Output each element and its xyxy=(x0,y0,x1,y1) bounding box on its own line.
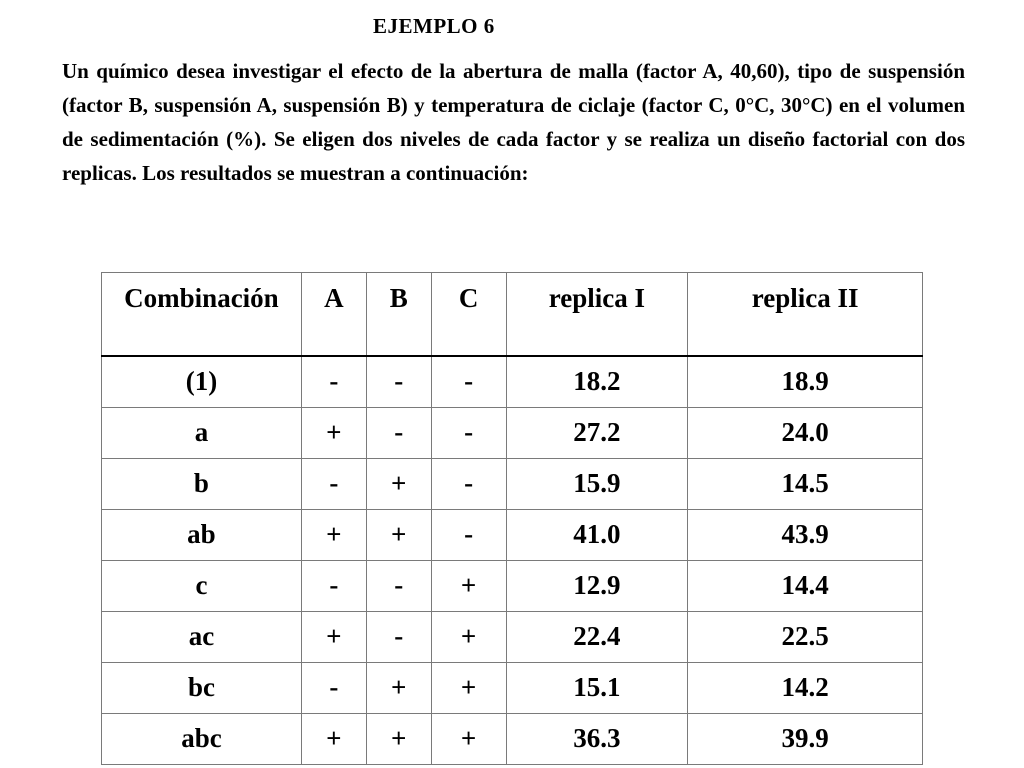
factor-a-cell: + xyxy=(301,713,366,764)
factor-b-cell: + xyxy=(366,713,431,764)
replica-1-cell: 27.2 xyxy=(506,407,688,458)
table-row xyxy=(102,560,923,611)
table-row xyxy=(102,662,923,713)
factor-a-cell: - xyxy=(301,356,366,408)
factor-a-cell: + xyxy=(301,407,366,458)
table-header-row xyxy=(102,273,923,356)
factor-b-cell: - xyxy=(366,356,431,408)
factor-c-cell: - xyxy=(431,356,506,408)
replica-2-cell: 43.9 xyxy=(688,509,923,560)
factor-b-cell: + xyxy=(366,662,431,713)
combination-cell: ab xyxy=(102,509,302,560)
header-replica-1: replica I xyxy=(506,273,688,356)
table-row xyxy=(102,458,923,509)
header-combinacion: Combinación xyxy=(102,273,302,356)
replica-1-cell: 12.9 xyxy=(506,560,688,611)
table-body xyxy=(102,356,923,765)
factor-a-cell: - xyxy=(301,662,366,713)
replica-2-cell: 14.4 xyxy=(688,560,923,611)
table-row xyxy=(102,509,923,560)
factor-c-cell: - xyxy=(431,407,506,458)
replica-1-cell: 22.4 xyxy=(506,611,688,662)
factor-c-cell: + xyxy=(431,662,506,713)
factor-c-cell: + xyxy=(431,560,506,611)
replica-1-cell: 15.9 xyxy=(506,458,688,509)
header-a: A xyxy=(301,273,366,356)
replica-1-cell: 15.1 xyxy=(506,662,688,713)
factor-b-cell: - xyxy=(366,407,431,458)
factor-b-cell: + xyxy=(366,458,431,509)
results-table xyxy=(101,272,923,765)
factor-c-cell: + xyxy=(431,611,506,662)
factor-a-cell: + xyxy=(301,611,366,662)
factor-c-cell: - xyxy=(431,458,506,509)
combination-cell: ac xyxy=(102,611,302,662)
factor-b-cell: - xyxy=(366,560,431,611)
replica-1-cell: 41.0 xyxy=(506,509,688,560)
combination-cell: a xyxy=(102,407,302,458)
replica-1-cell: 18.2 xyxy=(506,356,688,408)
header-c: C xyxy=(431,273,506,356)
table-row xyxy=(102,407,923,458)
combination-cell: b xyxy=(102,458,302,509)
replica-2-cell: 14.2 xyxy=(688,662,923,713)
problem-statement: Un químico desea investigar el efecto de la abertura de malla (factor A, 40,60), tipo de suspensión (factor B, suspensión A, suspensión B) y temperatura de ciclaje (factor C, 0°C, 30°C) en el volumen de sedimentación (%). Se eligen dos niveles de cada factor y se realiza un diseño factorial con dos replicas. Los resultados se muestran a continuación: xyxy=(62,59,965,185)
factor-a-cell: - xyxy=(301,458,366,509)
factor-c-cell: + xyxy=(431,713,506,764)
factor-c-cell: - xyxy=(431,509,506,560)
combination-cell: abc xyxy=(102,713,302,764)
factor-a-cell: + xyxy=(301,509,366,560)
table-row xyxy=(102,356,923,408)
replica-2-cell: 18.9 xyxy=(688,356,923,408)
replica-1-cell: 36.3 xyxy=(506,713,688,764)
table-row xyxy=(102,611,923,662)
header-replica-2: replica II xyxy=(688,273,923,356)
combination-cell: bc xyxy=(102,662,302,713)
combination-cell: c xyxy=(102,560,302,611)
replica-2-cell: 22.5 xyxy=(688,611,923,662)
table-row xyxy=(102,713,923,764)
factor-b-cell: - xyxy=(366,611,431,662)
replica-2-cell: 14.5 xyxy=(688,458,923,509)
replica-2-cell: 24.0 xyxy=(688,407,923,458)
header-b: B xyxy=(366,273,431,356)
combination-cell: (1) xyxy=(102,356,302,408)
factor-a-cell: - xyxy=(301,560,366,611)
replica-2-cell: 39.9 xyxy=(688,713,923,764)
page-title: EJEMPLO 6 xyxy=(373,14,495,38)
factor-b-cell: + xyxy=(366,509,431,560)
